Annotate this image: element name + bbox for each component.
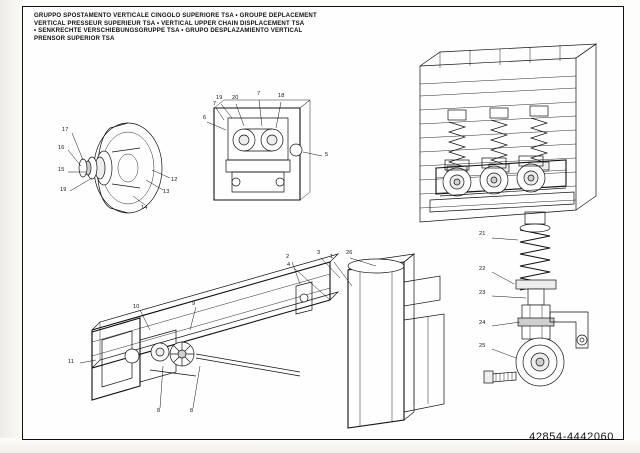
callout-18: 18 bbox=[278, 93, 285, 99]
callout-10: 10 bbox=[133, 304, 140, 310]
callout-2: 2 bbox=[286, 254, 290, 260]
right-column-assembly bbox=[484, 212, 588, 386]
callout-1: 1 bbox=[330, 254, 334, 260]
callout-7-top: 7 bbox=[213, 101, 217, 107]
lower-beam-assembly bbox=[80, 254, 444, 428]
callout-4: 4 bbox=[287, 262, 291, 268]
callout-6: 6 bbox=[203, 115, 207, 121]
roller-block-left bbox=[443, 160, 471, 196]
vertical-column bbox=[348, 254, 444, 428]
callout-15: 15 bbox=[58, 167, 65, 173]
wheel-assembly bbox=[516, 338, 564, 386]
bolt bbox=[484, 371, 516, 383]
drawing-code: 42854-4442060 bbox=[529, 431, 614, 443]
callout-12: 12 bbox=[171, 177, 178, 183]
callout-22: 22 bbox=[479, 266, 486, 272]
callout-11: 11 bbox=[68, 359, 75, 365]
callout-7: 7 bbox=[257, 91, 261, 97]
callout-20: 20 bbox=[232, 95, 239, 101]
shaft-body bbox=[518, 305, 554, 339]
callout-8: 8 bbox=[157, 408, 161, 414]
title-line-1: GRUPPO SPOSTAMENTO VERTICALE CINGOLO SUPERIORE TSA • GROUPE DEPLACEMENT bbox=[34, 12, 317, 19]
callout-24: 24 bbox=[479, 320, 486, 326]
callout-23: 23 bbox=[479, 290, 486, 296]
callout-16: 16 bbox=[58, 145, 65, 151]
title-line-3: • SENKRECHTE VERSCHIEBUNGSGRUPPE TSA • GRUPO DESPLAZAMIENTO VERTICAL bbox=[34, 27, 303, 35]
hub-disc-assembly bbox=[68, 123, 170, 213]
spring-seat bbox=[516, 280, 556, 289]
callout-14: 14 bbox=[141, 205, 148, 211]
callout-9: 9 bbox=[192, 301, 196, 307]
gearbox-block bbox=[207, 100, 322, 200]
callout-3: 3 bbox=[317, 250, 321, 256]
title-line-4: PRENSOR SUPERIOR TSA bbox=[34, 34, 115, 42]
star-knob bbox=[170, 342, 194, 366]
callout-26: 26 bbox=[346, 250, 353, 256]
callout-5: 5 bbox=[325, 152, 329, 158]
callout-17: 17 bbox=[62, 127, 69, 133]
callout-21: 21 bbox=[479, 231, 486, 237]
callout-8b: 8 bbox=[190, 408, 194, 414]
title-line-2: VERTICAL PRESSEUR SUPERIEUR TSA • VERTICAL UPPER CHAIN DISPLACEMENT TSA bbox=[34, 19, 305, 27]
callout-13: 13 bbox=[163, 189, 170, 195]
callout-19b: 19 bbox=[216, 95, 223, 101]
upper-right-assembly bbox=[420, 44, 596, 222]
callout-25: 25 bbox=[479, 343, 486, 349]
callout-19: 19 bbox=[60, 187, 67, 193]
